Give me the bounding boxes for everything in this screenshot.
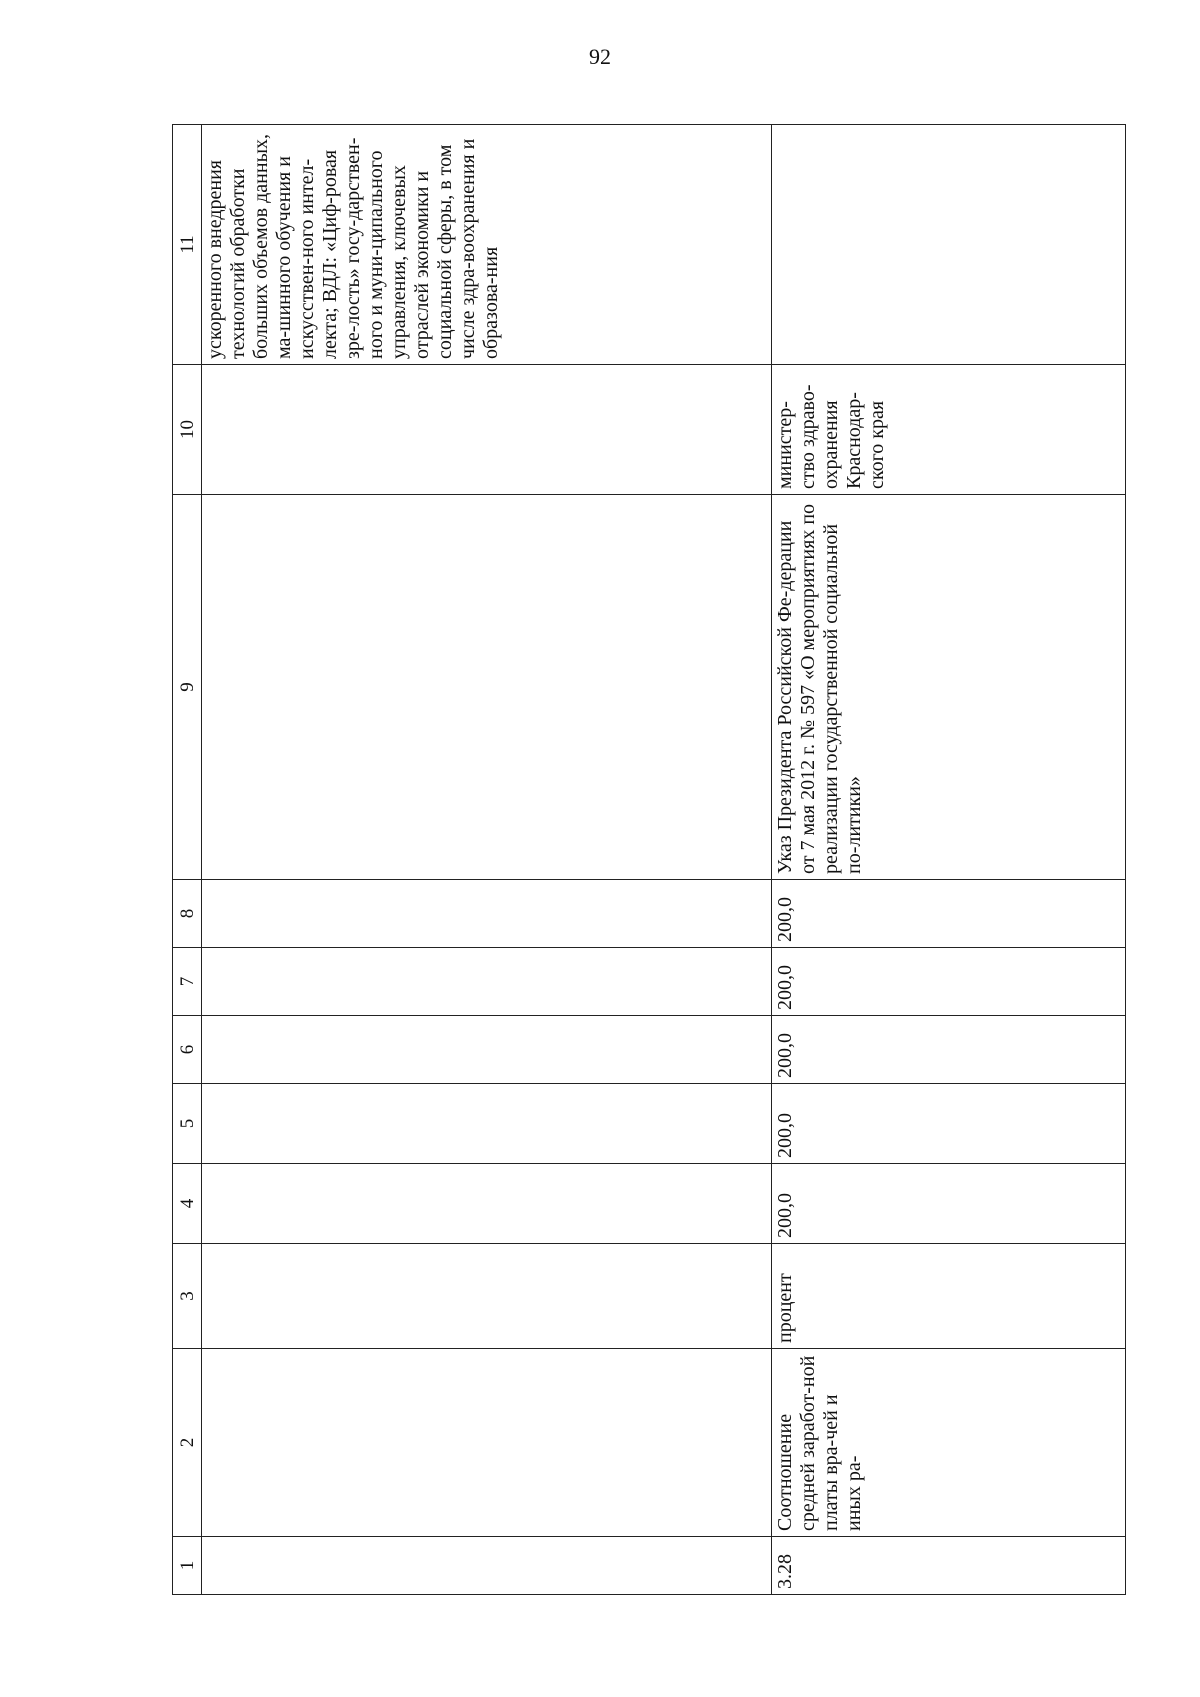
- empty-cell: [202, 1349, 772, 1537]
- continuation-text: ускоренного внедрения технологий обработки больших объемов данных, ма-шинного обучения и искусствен-ного интел-лекта; ВДЛ: «Циф-ровая зре-лость» госу-дарствен-ного и муни-ципального управления, ключевых отраслей экономики и социальной сферы, в том числе здра-воохранения и образова-ния: [202, 125, 772, 365]
- empty-cell: [202, 495, 772, 880]
- empty-cell: [202, 1537, 772, 1595]
- empty-cell: [202, 948, 772, 1016]
- indicator-name: Соотношение средней заработ-ной платы вра-чей и иных ра-: [772, 1349, 1126, 1537]
- header-row: [173, 125, 202, 1595]
- col-header-5: 5: [173, 1084, 202, 1164]
- value-col4: 200,0: [772, 1164, 1126, 1244]
- value-col6: 200,0: [772, 1016, 1126, 1084]
- empty-cell: [202, 1016, 772, 1084]
- page-number: 92: [589, 44, 611, 69]
- table-row: [772, 125, 1126, 1595]
- empty-cell: [202, 365, 772, 495]
- value-col5: 200,0: [772, 1084, 1126, 1164]
- row-number: 3.28: [772, 1537, 1126, 1595]
- rotated-table-container: [172, 125, 1126, 1595]
- col-header-9: 9: [173, 495, 202, 880]
- col-header-7: 7: [173, 948, 202, 1016]
- unit: процент: [772, 1244, 1126, 1349]
- empty-cell: [202, 1244, 772, 1349]
- col-header-11: 11: [173, 125, 202, 365]
- legal-basis: Указ Президента Российской Фе-дерации от 7 мая 2012 г. № 597 «О мероприятиях по реализации государственной социальной по-литики»: [772, 495, 1126, 880]
- col-header-3: 3: [173, 1244, 202, 1349]
- indicator-table: [172, 124, 1126, 1595]
- col-header-1: 1: [173, 1537, 202, 1595]
- empty-cell: [202, 1164, 772, 1244]
- responsible-body: министер-ство здраво-охранения Краснодар-ского края: [772, 365, 1126, 495]
- col-header-4: 4: [173, 1164, 202, 1244]
- notes-cell: [772, 125, 1126, 365]
- col-header-8: 8: [173, 880, 202, 948]
- continuation-row: [202, 125, 772, 1595]
- col-header-10: 10: [173, 365, 202, 495]
- empty-cell: [202, 880, 772, 948]
- empty-cell: [202, 1084, 772, 1164]
- value-col7: 200,0: [772, 948, 1126, 1016]
- col-header-6: 6: [173, 1016, 202, 1084]
- col-header-2: 2: [173, 1349, 202, 1537]
- value-col8: 200,0: [772, 880, 1126, 948]
